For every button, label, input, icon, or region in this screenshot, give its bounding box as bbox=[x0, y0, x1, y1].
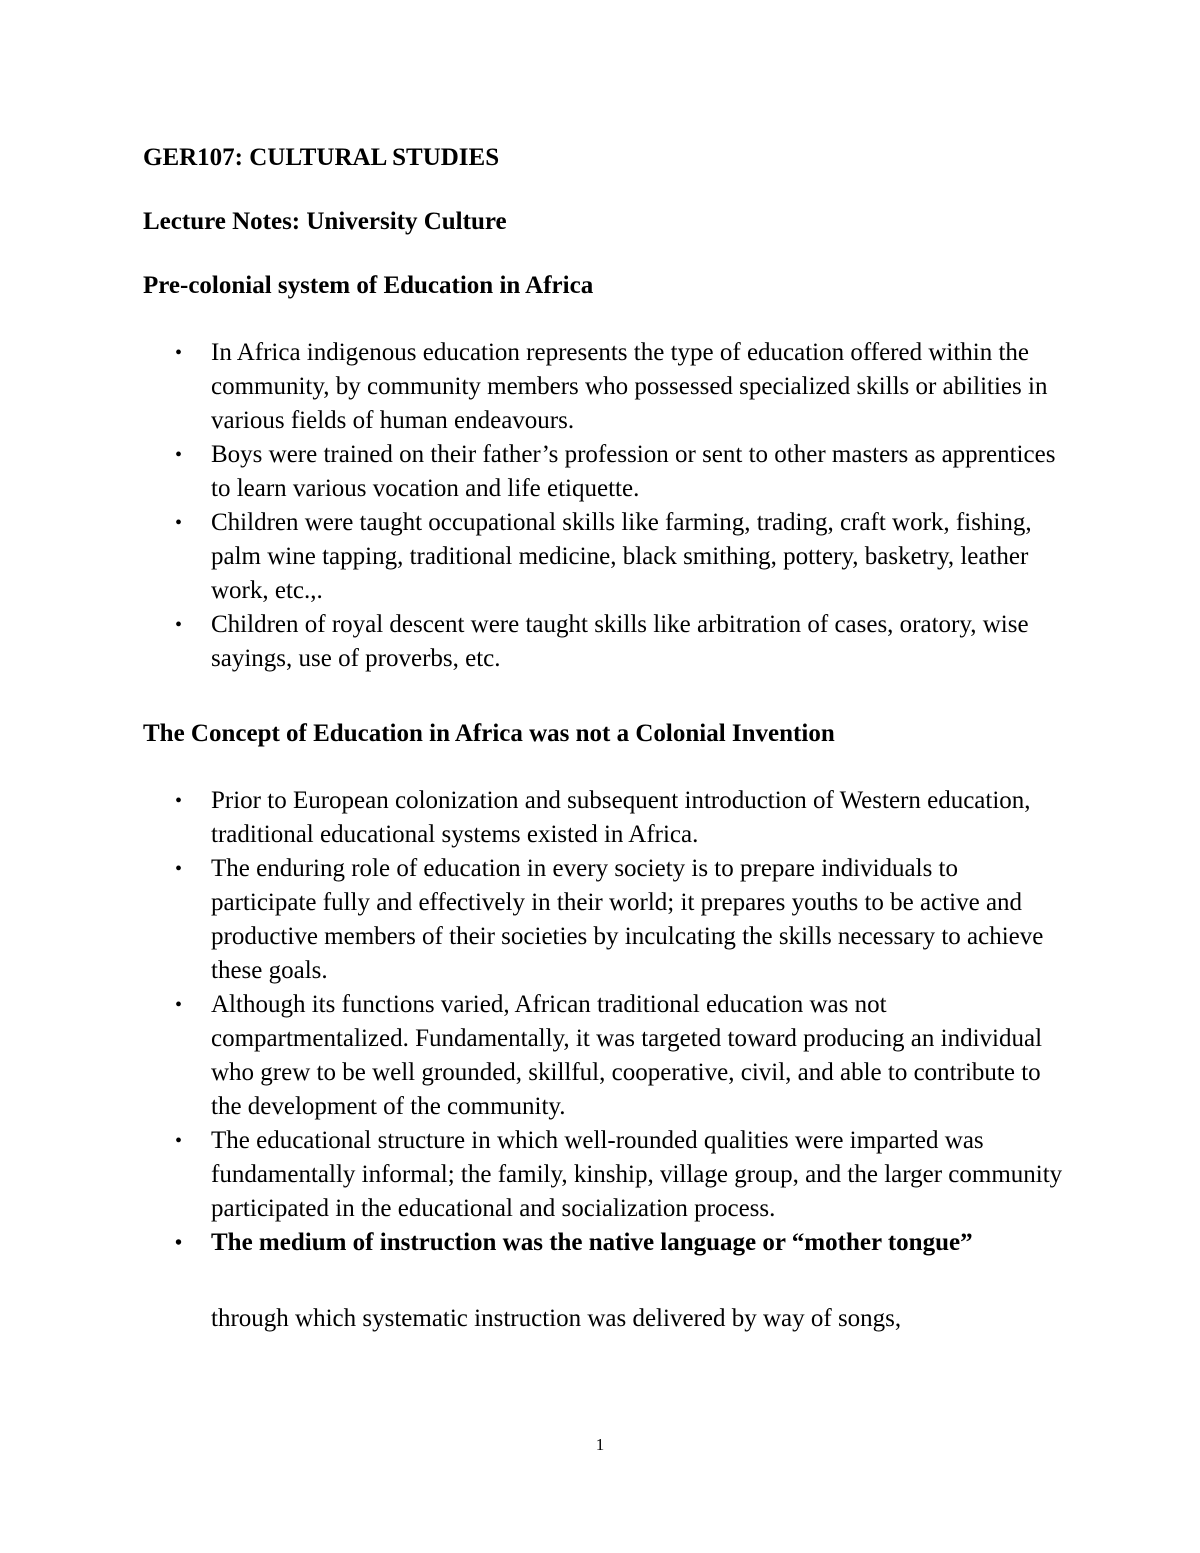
list-item-text: In Africa indigenous education represents the type of education offered within the community, by community members who possessed specialized skills or abilities in various fields of human endeavours. bbox=[211, 339, 1048, 434]
bullet-list bbox=[143, 336, 1063, 676]
page-number: 1 bbox=[595, 1435, 605, 1454]
list-item bbox=[143, 1124, 1063, 1226]
lecture-colon: : bbox=[291, 208, 307, 235]
bullet-icon: • bbox=[175, 858, 183, 880]
section-title: The Concept of Education in Africa was not a Colonial Invention bbox=[143, 720, 835, 747]
section-concept bbox=[143, 719, 1063, 1260]
bullet-icon: • bbox=[175, 444, 183, 466]
bullet-icon: • bbox=[175, 614, 183, 636]
bullet-icon: • bbox=[175, 994, 183, 1016]
list-item bbox=[143, 336, 1063, 438]
list-item-text: The enduring role of education in every society is to prepare individuals to participate fully and effectively in their world; it prepares youths to be active and productive members of their societies by inculcating the skills necessary to achieve these goals. bbox=[211, 855, 1044, 984]
bullet-icon: • bbox=[175, 790, 183, 812]
list-item bbox=[143, 784, 1063, 852]
bullet-list bbox=[143, 784, 1063, 1260]
list-item-text: Although its functions varied, African traditional education was not compartmentalized. Fundamentally, it was targeted toward producing an individual who grew to be well grounded, skillful, cooperative, civil, and able to contribute to the development of the community. bbox=[211, 991, 1043, 1120]
list-item bbox=[143, 608, 1063, 676]
section-title: Pre-colonial system of Education in Africa bbox=[143, 272, 594, 299]
list-item bbox=[143, 988, 1063, 1124]
list-item-text: The educational structure in which well-rounded qualities were imparted was fundamentally informal; the family, kinship, village group, and the larger community participated in the educational and socialization process. bbox=[211, 1127, 1063, 1222]
bullet-icon: • bbox=[175, 342, 183, 364]
list-item-text: Children were taught occupational skills like farming, trading, craft work, fishing, palm wine tapping, traditional medicine, black smithing, pottery, basketry, leather work, etc.,. bbox=[211, 509, 1032, 604]
bullet-icon: • bbox=[175, 1232, 183, 1254]
list-item-text: Prior to European colonization and subsequent introduction of Western education, traditional educational systems existed in Africa. bbox=[211, 787, 1031, 848]
continuation-paragraph: through which systematic instruction was delivered by way of songs, bbox=[211, 1305, 902, 1332]
list-item bbox=[143, 438, 1063, 506]
lecture-value: University Culture bbox=[306, 208, 507, 235]
bullet-icon: • bbox=[175, 1130, 183, 1152]
list-item-text: Boys were trained on their father’s profession or sent to other masters as apprentices to learn various vocation and life etiquette. bbox=[211, 441, 1056, 502]
lecture-label: Lecture Notes bbox=[143, 208, 292, 235]
lecture-notes-heading bbox=[143, 207, 507, 237]
list-item bbox=[143, 1226, 1063, 1260]
section-precolonial bbox=[143, 271, 1063, 676]
course-title: GER107: CULTURAL STUDIES bbox=[143, 144, 500, 171]
bullet-icon: • bbox=[175, 512, 183, 534]
list-item bbox=[143, 506, 1063, 608]
list-item-text: The medium of instruction was the native language or “mother tongue” bbox=[211, 1229, 973, 1256]
list-item-text: Children of royal descent were taught skills like arbitration of cases, oratory, wise sayings, use of proverbs, etc. bbox=[211, 611, 1029, 672]
list-item bbox=[143, 852, 1063, 988]
